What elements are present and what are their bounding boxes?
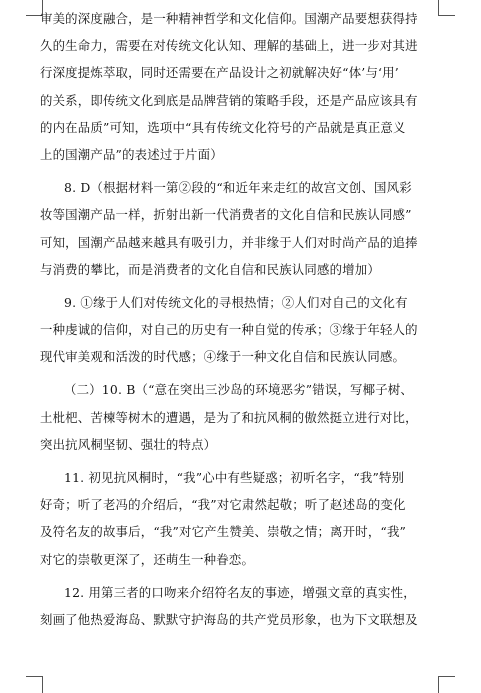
text-line: 久的生命力，需要在对传统文化认知、理解的基础上，进一步对其进 xyxy=(40,38,418,54)
text-line: 刻画了他热爱海岛、默默守护海岛的共产党员形象，也为下文联想及 xyxy=(40,611,418,627)
text-line: 上的国潮产品”的表述过于片面） xyxy=(40,146,223,162)
crop-mark-bottom-right xyxy=(438,676,455,693)
crop-mark-bottom-left xyxy=(26,676,43,693)
text-line: 审美的深度融合，是一种精神哲学和文化信仰。国潮产品要想获得持 xyxy=(40,11,418,26)
text-line: （二）10. B（“意在突出三沙岛的环境恶劣”错误，写椰子树、 xyxy=(64,382,413,398)
crop-mark-top-right xyxy=(438,0,455,16)
text-line: 与消费的攀比，而是消费者的文化自信和民族认同感的增加） xyxy=(40,261,380,277)
text-line: 一种虔诚的信仰，对自己的历史有一种自觉的传承；③缘于年轻人的 xyxy=(40,322,418,338)
text-line: 12. 用第三者的口吻来介绍符名友的事迹，增强文章的真实性， xyxy=(64,584,416,600)
text-line: 现代审美观和活泼的时代感；④缘于一种文化自信和民族认同感。 xyxy=(40,349,406,365)
text-line: 8. D（根据材料一第②段的“和近年来走红的故宫文创、国风彩 xyxy=(64,180,412,196)
paragraph-answer-12 xyxy=(40,579,440,633)
answer-text-body xyxy=(40,5,440,633)
text-line: 9. ①缘于人们对传统文化的寻根热情；②人们对自己的文化有 xyxy=(64,294,408,310)
paragraph-answer-11 xyxy=(40,464,440,573)
text-line: 及符名友的故事后，“我”对它产生赞美、崇敬之情；离开时，“我” xyxy=(40,524,407,540)
text-line: 土枇杷、苦楝等树木的遭遇，是为了和抗风桐的傲然挺立进行对比， xyxy=(40,409,418,425)
paragraph-answer-8 xyxy=(40,174,440,283)
text-line: 的内在品质”可知，选项中“具有传统文化符号的产品就是真正意义 xyxy=(40,119,406,135)
text-line: 好奇；听了老冯的介绍后，“我”对它肃然起敬；听了赵述岛的变化 xyxy=(40,497,406,513)
text-line: 行深度提炼萃取，同时还需要在产品设计之初就解决好“体’与‘用’ xyxy=(40,65,399,81)
paragraph-7-continued xyxy=(40,5,440,168)
text-line: 妆等国潮产品一样，折射出新一代消费者的文化自信和民族认同感” xyxy=(40,207,412,223)
text-line: 的关系，即传统文化到底是品牌营销的策略手段，还是产品应该具有 xyxy=(40,92,418,108)
text-line: 对它的崇敬更深了，还萌生一种眷恋。 xyxy=(40,551,255,567)
paragraph-answer-10 xyxy=(40,376,440,458)
text-line: 11. 初见抗风桐时，“我”心中有些疑惑；初听名字，“我”特别 xyxy=(64,470,405,485)
paragraph-answer-9 xyxy=(40,289,440,371)
text-line: 突出抗风桐坚韧、强壮的特点） xyxy=(40,436,217,452)
text-line: 可知，国潮产品越来越具有吸引力，并非缘于人们对时尚产品的追捧 xyxy=(40,234,418,250)
